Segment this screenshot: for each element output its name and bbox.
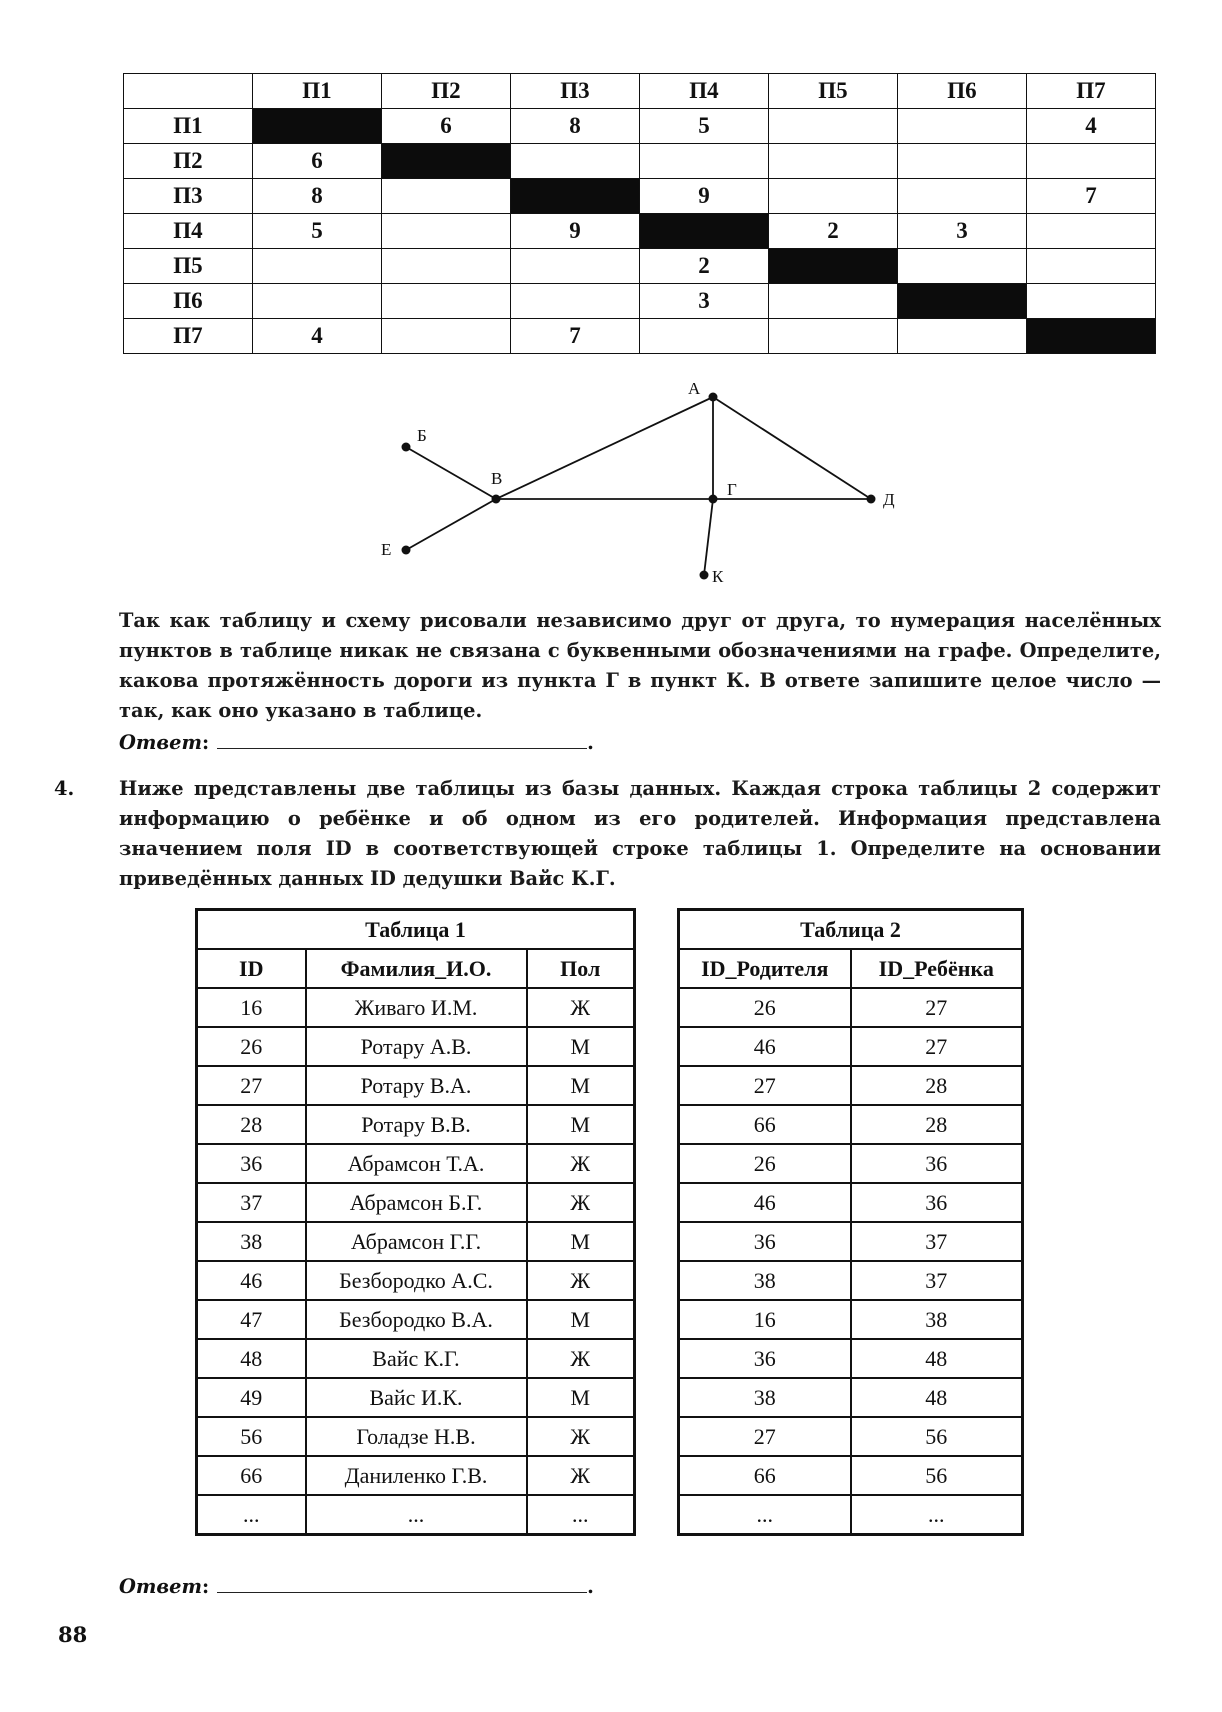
table-cell: Голадзе Н.В.	[306, 1417, 527, 1456]
table-cell: Абрамсон Г.Г.	[306, 1222, 527, 1261]
table-cell: 36	[197, 1144, 306, 1183]
table-cell: Даниленко Г.В.	[306, 1456, 527, 1495]
table-cell: 38	[197, 1222, 306, 1261]
node-b	[402, 443, 411, 452]
label-a: А	[688, 379, 701, 398]
table-cell: Абрамсон Т.А.	[306, 1144, 527, 1183]
table-row	[679, 1261, 1023, 1300]
table-cell: 27	[197, 1066, 306, 1105]
matrix-column-header: П5	[769, 74, 898, 109]
matrix-cell: 2	[769, 214, 898, 249]
table-cell: 46	[197, 1261, 306, 1300]
table-row	[197, 1378, 635, 1417]
table-row	[679, 1300, 1023, 1339]
table-cell: 38	[679, 1378, 851, 1417]
table-cell: 26	[197, 1027, 306, 1066]
task4-text: Ниже представлены две таблицы из базы данных. Каждая строка таблицы 2 содержит информацию о ребёнке и об одном из его родителей. Информация представлена значением поля ID в соответствующей строке таблицы 1. Определите на основании приведённых данных ID дедушки Вайс К.Г.	[119, 777, 1161, 890]
table-cell: 16	[197, 988, 306, 1027]
matrix-cell: 9	[640, 179, 769, 214]
table-cell: Ж	[527, 1456, 635, 1495]
table-cell: 56	[851, 1456, 1023, 1495]
node-e	[402, 546, 411, 555]
matrix-cell: 7	[1027, 179, 1156, 214]
node-d	[867, 495, 876, 504]
table-cell: 27	[679, 1066, 851, 1105]
table-cell: М	[527, 1378, 635, 1417]
table-row	[197, 1339, 635, 1378]
answer-label: Ответ	[119, 1575, 202, 1598]
table-cell: 36	[851, 1183, 1023, 1222]
label-k: К	[712, 567, 724, 586]
table-cell: 26	[679, 1144, 851, 1183]
matrix-column-header: П3	[511, 74, 640, 109]
table-row	[197, 1261, 635, 1300]
table-row	[197, 1417, 635, 1456]
table-row	[197, 1495, 635, 1535]
task4-answer: Ответ: .	[119, 1570, 594, 1600]
table-cell: 27	[851, 1027, 1023, 1066]
table-cell: 48	[197, 1339, 306, 1378]
table-cell: ...	[527, 1495, 635, 1535]
matrix-column-header: П1	[253, 74, 382, 109]
matrix-column-header: П2	[382, 74, 511, 109]
table-cell: 66	[679, 1456, 851, 1495]
table-row	[197, 1300, 635, 1339]
table-cell: 36	[679, 1339, 851, 1378]
table-cell: 46	[679, 1027, 851, 1066]
table-cell: Ж	[527, 988, 635, 1027]
column-header: ID_Ребёнка	[851, 949, 1023, 988]
table-title: Таблица 2	[679, 910, 1023, 950]
table-cell: 38	[679, 1261, 851, 1300]
table-row	[679, 1378, 1023, 1417]
table-row	[679, 1105, 1023, 1144]
table-cell: М	[527, 1066, 635, 1105]
table-row	[197, 988, 635, 1027]
table-1	[195, 908, 636, 1536]
matrix-cell: 6	[382, 109, 511, 144]
matrix-cell: 3	[898, 214, 1027, 249]
table-cell: М	[527, 1222, 635, 1261]
node-k	[700, 571, 709, 580]
answer-field[interactable]	[217, 1570, 587, 1593]
table-cell: 28	[197, 1105, 306, 1144]
column-header: ID_Родителя	[679, 949, 851, 988]
table-cell: ...	[851, 1495, 1023, 1535]
label-e: Е	[381, 540, 392, 559]
matrix-column-header: П6	[898, 74, 1027, 109]
table-cell: Абрамсон Б.Г.	[306, 1183, 527, 1222]
matrix-cell: 8	[253, 179, 382, 214]
matrix-column-header: П4	[640, 74, 769, 109]
table-cell: Безбородко В.А.	[306, 1300, 527, 1339]
matrix-cell: 9	[511, 214, 640, 249]
table-cell: 27	[679, 1417, 851, 1456]
matrix-cell: 4	[1027, 109, 1156, 144]
table-cell: Живаго И.М.	[306, 988, 527, 1027]
matrix-cell: 7	[511, 319, 640, 354]
column-header: Фамилия_И.О.	[306, 949, 527, 988]
table-row	[197, 1144, 635, 1183]
matrix-row-header: П2	[124, 144, 253, 179]
label-d: Д	[883, 490, 895, 509]
table-cell: ...	[197, 1495, 306, 1535]
table-row	[679, 1417, 1023, 1456]
matrix-cell: 5	[640, 109, 769, 144]
node-v	[492, 495, 501, 504]
matrix-row-header: П4	[124, 214, 253, 249]
label-g: Г	[727, 480, 737, 499]
table-row	[197, 1105, 635, 1144]
table-cell: М	[527, 1105, 635, 1144]
matrix-row-header: П7	[124, 319, 253, 354]
table-cell: 36	[851, 1144, 1023, 1183]
task3-answer: Ответ: .	[119, 726, 594, 756]
table-row	[679, 1144, 1023, 1183]
table-cell: 37	[851, 1261, 1023, 1300]
table-cell: 66	[679, 1105, 851, 1144]
matrix-column-header: П7	[1027, 74, 1156, 109]
answer-field[interactable]	[217, 726, 587, 749]
table-cell: Ротару А.В.	[306, 1027, 527, 1066]
table-cell: 37	[851, 1222, 1023, 1261]
node-g	[709, 495, 718, 504]
table-cell: 38	[851, 1300, 1023, 1339]
table-cell: 49	[197, 1378, 306, 1417]
matrix-row-header: П6	[124, 284, 253, 319]
column-header: Пол	[527, 949, 635, 988]
answer-label: Ответ	[119, 731, 202, 754]
table-cell: Ротару В.А.	[306, 1066, 527, 1105]
table-cell: 66	[197, 1456, 306, 1495]
table-cell: 28	[851, 1066, 1023, 1105]
table-row	[679, 1456, 1023, 1495]
table-cell: Ротару В.В.	[306, 1105, 527, 1144]
matrix-cell: 2	[640, 249, 769, 284]
table-row	[679, 1495, 1023, 1535]
task-number: 4.	[54, 777, 75, 800]
edge-g-k	[704, 499, 713, 575]
matrix-row-header: П3	[124, 179, 253, 214]
edge-b-v	[406, 447, 496, 499]
table-cell: 37	[197, 1183, 306, 1222]
label-v: В	[491, 469, 503, 488]
table-cell: 56	[851, 1417, 1023, 1456]
matrix-row-header: П5	[124, 249, 253, 284]
table-cell: М	[527, 1027, 635, 1066]
column-header: ID	[197, 949, 306, 988]
table-cell: Вайс К.Г.	[306, 1339, 527, 1378]
matrix-cell: 3	[640, 284, 769, 319]
table-cell: 46	[679, 1183, 851, 1222]
table-cell: Ж	[527, 1144, 635, 1183]
road-graph	[0, 0, 1222, 600]
table-2	[677, 908, 1024, 1536]
table-cell: ...	[306, 1495, 527, 1535]
table-cell: М	[527, 1300, 635, 1339]
table-row	[197, 1066, 635, 1105]
table-cell: 26	[679, 988, 851, 1027]
table-cell: 16	[679, 1300, 851, 1339]
table-row	[197, 1222, 635, 1261]
node-a	[709, 393, 718, 402]
table-cell: Ж	[527, 1183, 635, 1222]
matrix-cell: 4	[253, 319, 382, 354]
table-cell: Безбородко А.С.	[306, 1261, 527, 1300]
edge-a-v	[496, 397, 713, 499]
table-cell: Ж	[527, 1339, 635, 1378]
table-cell: 27	[851, 988, 1023, 1027]
table-row	[679, 1339, 1023, 1378]
table-row	[679, 1222, 1023, 1261]
table-row	[197, 1027, 635, 1066]
table-cell: 36	[679, 1222, 851, 1261]
page-number: 88	[58, 1622, 88, 1647]
table-row	[197, 1456, 635, 1495]
edge-e-v	[406, 499, 496, 550]
matrix-cell: 5	[253, 214, 382, 249]
table-cell: Ж	[527, 1417, 635, 1456]
table-title: Таблица 1	[197, 910, 635, 950]
table-cell: Ж	[527, 1261, 635, 1300]
table-cell: 48	[851, 1339, 1023, 1378]
matrix-cell: 8	[511, 109, 640, 144]
table-cell: Вайс И.К.	[306, 1378, 527, 1417]
table-row	[679, 988, 1023, 1027]
table-cell: 28	[851, 1105, 1023, 1144]
table-cell: ...	[679, 1495, 851, 1535]
table-row	[679, 1183, 1023, 1222]
matrix-row-header: П1	[124, 109, 253, 144]
label-b: Б	[417, 426, 427, 445]
table-row	[679, 1027, 1023, 1066]
matrix-cell: 6	[253, 144, 382, 179]
table-cell: 48	[851, 1378, 1023, 1417]
table-cell: 47	[197, 1300, 306, 1339]
table-cell: 56	[197, 1417, 306, 1456]
task3-text: Так как таблицу и схему рисовали независимо друг от друга, то нумерация населённых пунктов в таблице никак не связана с буквенными обозначениями на графе. Определите, какова протяжённость дороги из пункта Г в пункт К. В ответе запишите целое число — так, как оно указано в таблице.	[119, 609, 1161, 722]
table-row	[197, 1183, 635, 1222]
table-row	[679, 1066, 1023, 1105]
